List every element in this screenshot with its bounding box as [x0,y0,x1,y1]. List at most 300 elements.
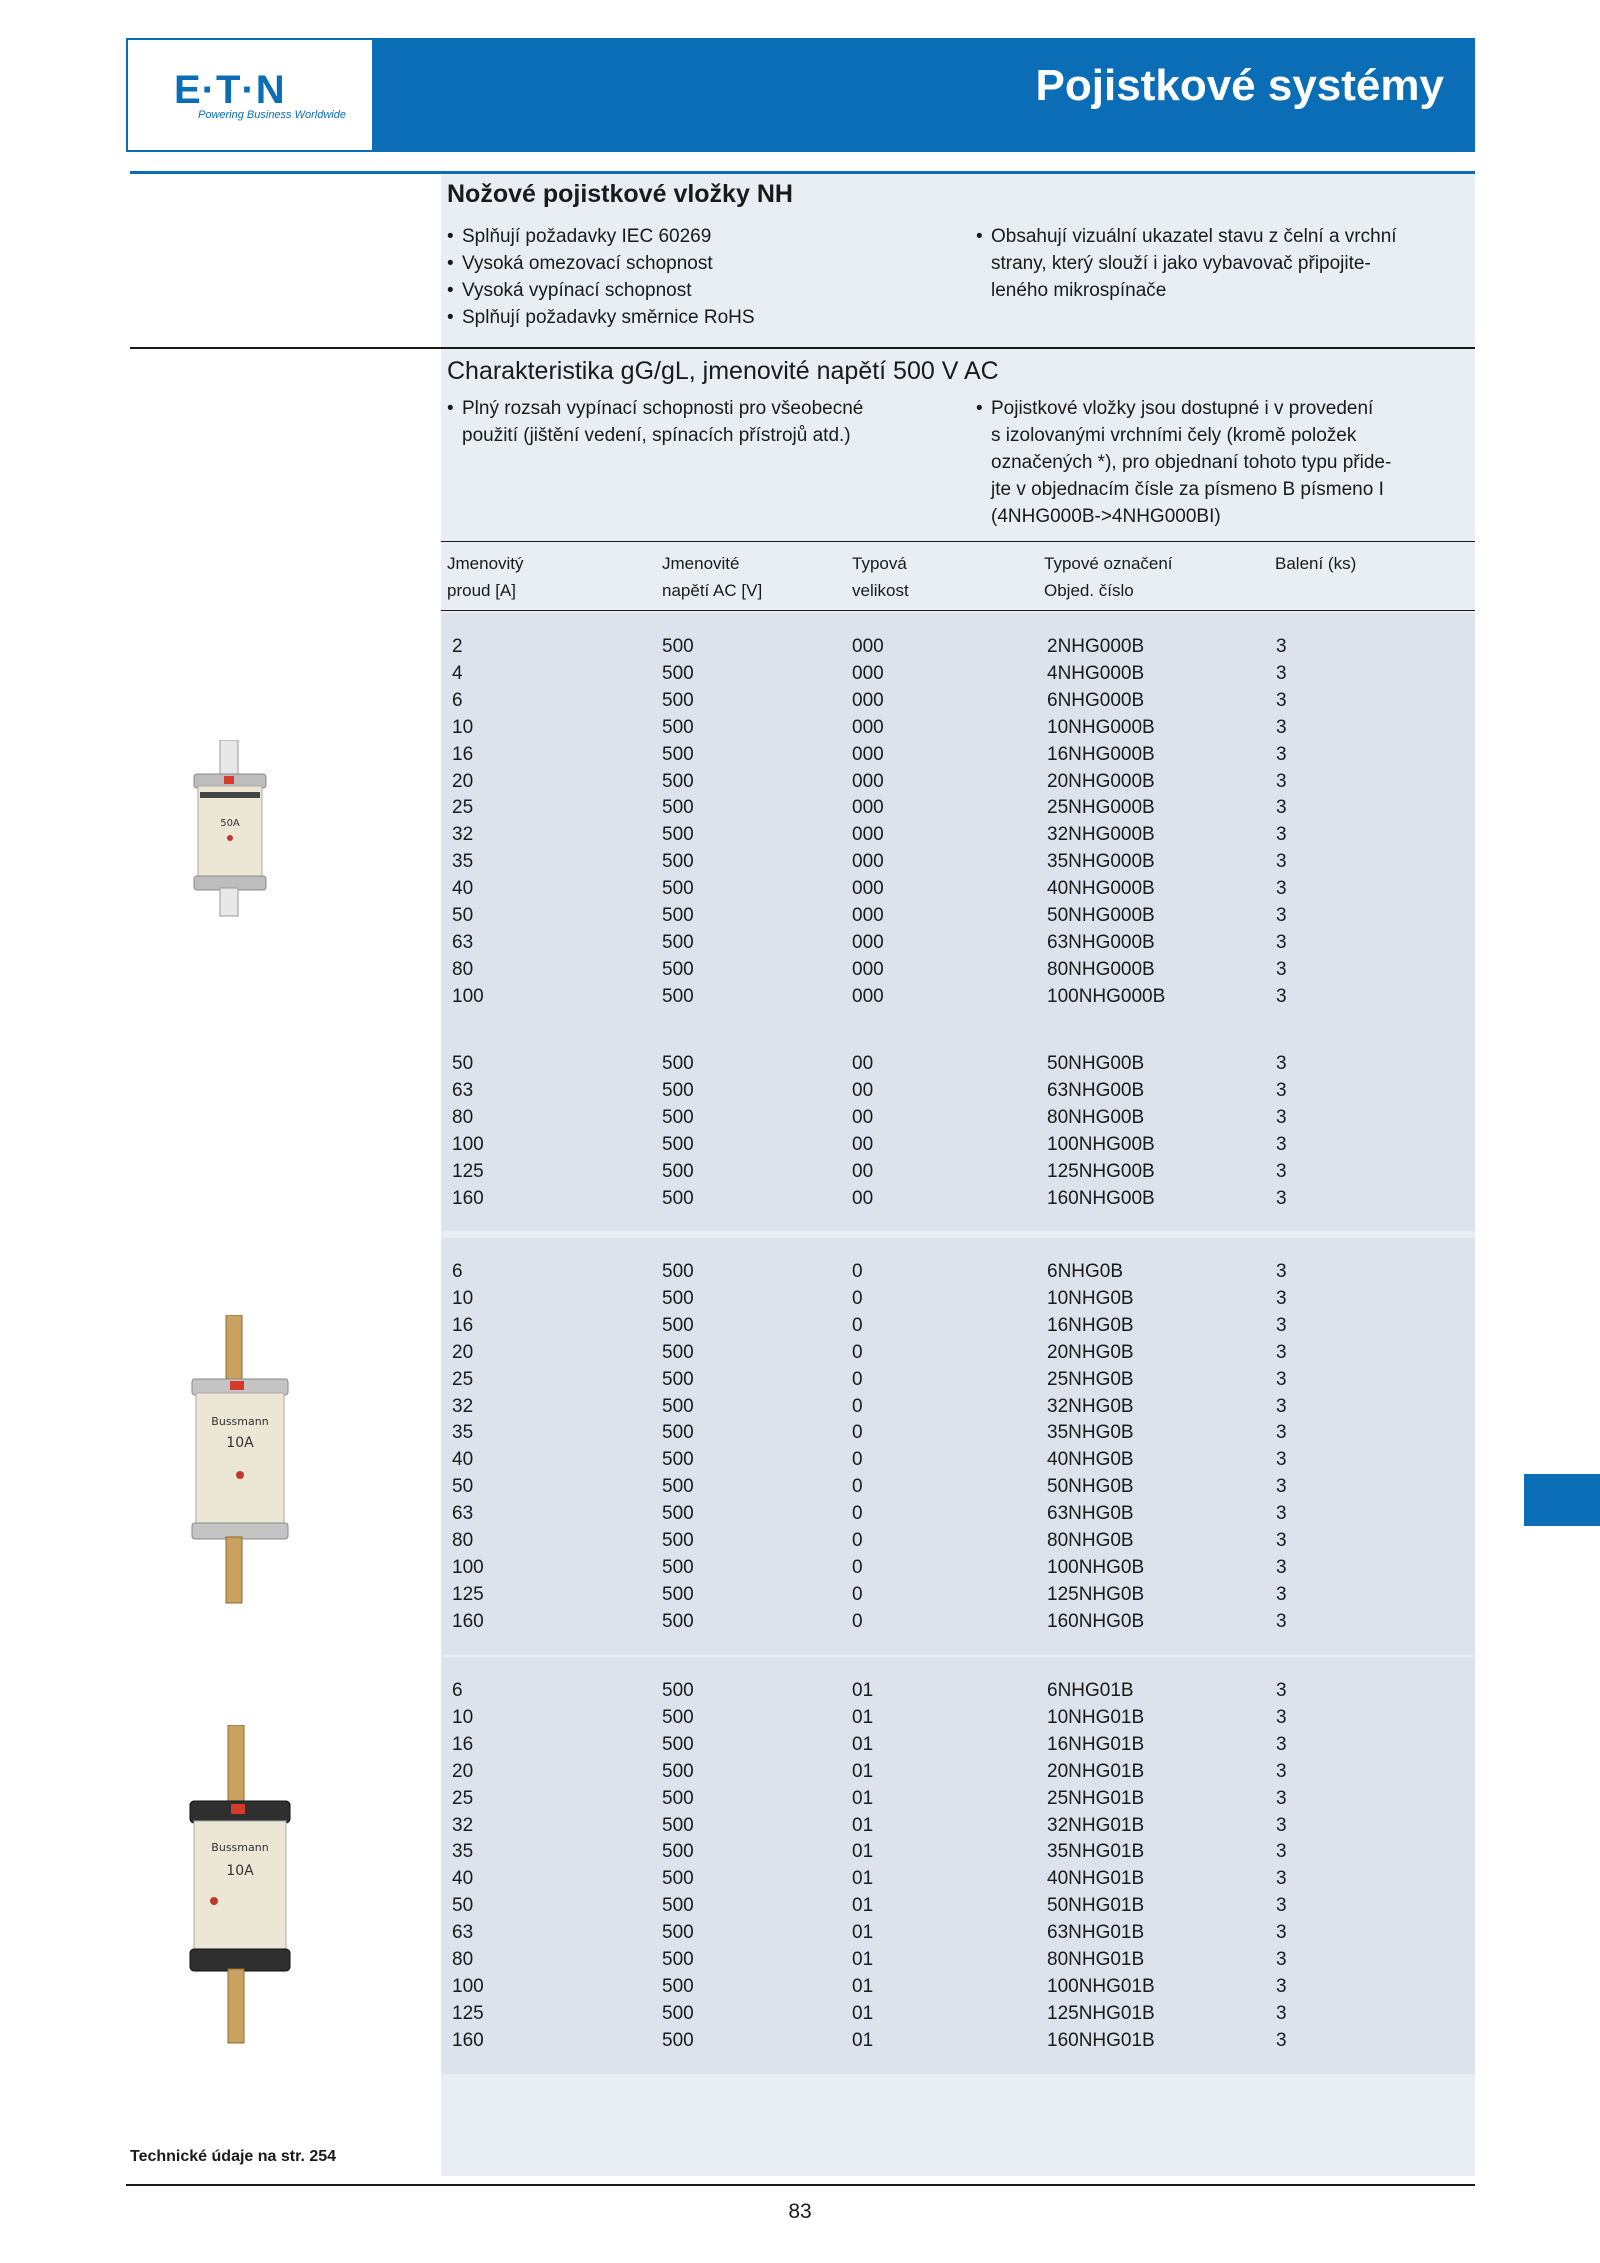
table-row [441,1446,1475,1473]
table-row [441,1104,1475,1131]
table-cell: 63NHG000B [1047,931,1155,953]
table-cell: 16 [452,1733,474,1755]
table-cell: 3 [1276,2029,1287,2051]
table-cell: 10NHG0B [1047,1287,1134,1309]
table-cell: 63NHG0B [1047,1503,1134,1525]
table-row [441,1158,1475,1185]
table-row [441,714,1475,741]
characteristic-title: Charakteristika gG/gL, jmenovité napětí 500 V AC [447,357,999,385]
table-cell: 500 [662,1922,694,1944]
table-cell: 25 [452,1368,474,1390]
column-header: Typová velikost [852,554,909,600]
table-cell: 50 [452,1895,474,1917]
table-cell: 6NHG01B [1047,1680,1134,1701]
table-cell: 80NHG01B [1047,1949,1145,1970]
table-cell: 35 [452,1841,474,1863]
table-cell: 35NHG000B [1047,851,1155,873]
table-cell: 500 [662,1187,694,1209]
bullet-item: • Pojistkové vložky jsou dostupné i v provedení s izolovanými vrchními čely (kromě položek označených *), pro objednaní tohoto typu přide- jte v objednacím čísle za písmeno B písmeno I (4NHG000B->4NHG000BI) [976,395,1391,530]
table-cell: 500 [662,662,694,684]
table-row [441,1919,1475,1946]
table-row [441,1312,1475,1339]
table-cell: 80NHG0B [1047,1530,1134,1551]
table-cell: 63NHG01B [1047,1922,1145,1944]
table-cell: 01 [852,1760,874,1782]
table-cell: 40 [452,1449,474,1471]
table-cell: 3 [1276,1733,1287,1755]
table-row [441,929,1475,956]
table-cell: 50 [452,1053,474,1074]
table-cell: 3 [1276,1476,1287,1498]
table-row [441,1865,1475,1892]
table-row [441,1581,1475,1608]
table-row [441,768,1475,795]
table-cell: 3 [1276,931,1287,953]
characteristic-list-left [447,395,863,449]
table-cell: 0 [852,1530,863,1551]
table-cell: 3 [1276,1079,1287,1101]
table-cell: 32NHG000B [1047,824,1155,846]
table-cell: 10 [452,1287,474,1309]
table-row [441,1258,1475,1285]
table-cell: 0 [852,1476,863,1498]
table-cell: 500 [662,770,694,792]
table-cell: 4NHG000B [1047,662,1145,684]
table-cell: 20NHG000B [1047,770,1155,792]
table-cell: 500 [662,716,694,738]
fuse-000-image [190,740,270,925]
table-cell: 01 [852,2002,874,2024]
table-cell: 10 [452,1706,474,1728]
table-cell: 100 [452,985,484,1007]
table-cell: 3 [1276,1706,1287,1728]
table-cell: 3 [1276,1922,1287,1944]
table-cell: 50NHG00B [1047,1053,1145,1074]
table-cell: 25 [452,1787,474,1809]
table-cell: 32NHG01B [1047,1814,1145,1836]
table-row [441,1785,1475,1812]
table-cell: 500 [662,1422,694,1444]
table-cell: 3 [1276,1530,1287,1551]
table-cell: 3 [1276,1680,1287,1701]
table-cell: 3 [1276,1422,1287,1444]
table-cell: 01 [852,1895,874,1917]
table-cell: 000 [852,797,884,819]
table-row [441,1677,1475,1704]
table-cell: 3 [1276,1975,1287,1997]
table-cell: 80 [452,1106,474,1128]
table-cell: 000 [852,905,884,926]
table-cell: 3 [1276,1053,1287,1074]
table-cell: 500 [662,905,694,926]
table-cell: 3 [1276,1341,1287,1363]
table-cell: 500 [662,1287,694,1309]
table-cell: 3 [1276,662,1287,684]
table-cell: 16NHG01B [1047,1733,1145,1755]
table-cell: 500 [662,1841,694,1863]
table-cell: 50 [452,905,474,926]
table-cell: 3 [1276,1160,1287,1182]
table-cell: 100NHG000B [1047,985,1166,1007]
table-row [441,687,1475,714]
table-cell: 3 [1276,1949,1287,1970]
table-cell: 125 [452,1160,484,1182]
table-cell: 500 [662,1341,694,1363]
table-row [441,1393,1475,1420]
table-cell: 40 [452,1868,474,1890]
table-cell: 100NHG0B [1047,1556,1145,1578]
bullet-item: • Vysoká vypínací schopnost [447,277,755,304]
table-cell: 01 [852,1733,874,1755]
table-cell: 500 [662,1706,694,1728]
svg-text:Bussmann: Bussmann [211,1415,269,1428]
table-cell: 0 [852,1556,863,1578]
table-cell: 50NHG000B [1047,905,1155,926]
table-cell: 3 [1276,1583,1287,1605]
table-cell: 100 [452,1133,484,1155]
table-cell: 01 [852,1949,874,1970]
table-cell: 500 [662,743,694,765]
table-cell: 20 [452,1341,474,1363]
table-cell: 500 [662,958,694,980]
table-cell: 3 [1276,770,1287,792]
table-cell: 500 [662,985,694,1007]
table-row [441,875,1475,902]
table-cell: 50NHG01B [1047,1895,1145,1917]
table-cell: 35NHG01B [1047,1841,1145,1863]
table-cell: 6NHG0B [1047,1261,1124,1282]
table-cell: 16 [452,743,474,765]
table-cell: 3 [1276,824,1287,846]
table-cell: 3 [1276,1503,1287,1525]
logo-wordmark: E·T·N [174,68,286,112]
page-title: Pojistkové systémy [1035,61,1444,110]
svg-text:10A: 10A [226,1863,254,1879]
table-cell: 3 [1276,1787,1287,1809]
table-row [441,956,1475,983]
table-cell: 3 [1276,1814,1287,1836]
column-header: Jmenovitý proud [A] [447,554,524,600]
table-cell: 3 [1276,958,1287,980]
table-cell: 500 [662,851,694,873]
column-header: Balení (ks) [1275,554,1357,573]
feature-list-right [976,223,1397,304]
table-row [441,1704,1475,1731]
table-cell: 500 [662,1530,694,1551]
table-cell: 63 [452,1503,474,1525]
table-cell: 01 [852,1706,874,1728]
table-cell: 500 [662,1556,694,1578]
table-cell: 500 [662,1106,694,1128]
table-row [441,1473,1475,1500]
table-cell: 3 [1276,1133,1287,1155]
table-cell: 0 [852,1503,863,1525]
table-cell: 3 [1276,851,1287,873]
table-cell: 500 [662,797,694,819]
table-cell: 000 [852,958,884,980]
table-row [441,1131,1475,1158]
table-cell: 3 [1276,797,1287,819]
table-cell: 000 [852,636,884,657]
table-cell: 500 [662,1949,694,1970]
table-row [441,660,1475,687]
table-cell: 3 [1276,1395,1287,1417]
table-cell: 160 [452,2029,484,2051]
table-row [441,1973,1475,2000]
table-header-rule [441,610,1475,611]
table-cell: 0 [852,1610,863,1632]
table-row [441,2000,1475,2027]
table-cell: 100 [452,1556,484,1578]
table-cell: 3 [1276,985,1287,1007]
table-cell: 125NHG0B [1047,1583,1145,1605]
column-header: Typové označení Objed. číslo [1044,554,1173,600]
table-row [441,902,1475,929]
table-cell: 500 [662,1476,694,1498]
table-cell: 00 [852,1053,874,1074]
table-cell: 01 [852,1841,874,1863]
table-cell: 25NHG0B [1047,1368,1134,1390]
table-cell: 000 [852,770,884,792]
table-cell: 2 [452,636,463,657]
table-row [441,1608,1475,1635]
table-cell: 3 [1276,1314,1287,1336]
svg-text:10A: 10A [226,1435,254,1451]
table-cell: 25 [452,797,474,819]
table-cell: 125 [452,2002,484,2024]
characteristic-list-right [976,395,1391,530]
table-cell: 0 [852,1395,863,1417]
table-cell: 00 [852,1160,874,1182]
table-cell: 6 [452,1680,463,1701]
table-cell: 3 [1276,1261,1287,1282]
table-cell: 500 [662,1733,694,1755]
table-cell: 500 [662,636,694,657]
table-cell: 01 [852,2029,874,2051]
table-row [441,821,1475,848]
table-cell: 500 [662,1868,694,1890]
column-header: Jmenovité napětí AC [V] [662,554,763,600]
table-cell: 40 [452,878,474,900]
bullet-item: • Obsahují vizuální ukazatel stavu z čelní a vrchní strany, který slouží i jako vybavovač připojite- leného mikrospínače [976,223,1397,304]
table-cell: 500 [662,2002,694,2024]
table-cell: 3 [1276,1841,1287,1863]
table-cell: 01 [852,1787,874,1809]
table-cell: 125NHG00B [1047,1160,1155,1182]
table-cell: 3 [1276,1449,1287,1471]
table-cell: 40NHG01B [1047,1868,1145,1890]
bullet-item: • Splňují požadavky IEC 60269 [447,223,755,250]
table-cell: 500 [662,1160,694,1182]
table-cell: 500 [662,1610,694,1632]
table-cell: 3 [1276,1287,1287,1309]
table-cell: 500 [662,1368,694,1390]
table-cell: 3 [1276,1187,1287,1209]
table-cell: 00 [852,1079,874,1101]
table-cell: 000 [852,716,884,738]
table-cell: 500 [662,1680,694,1701]
table-cell: 2NHG000B [1047,636,1145,657]
fuse-01-image [184,1725,296,2050]
table-cell: 6 [452,689,463,711]
table-row [441,1050,1475,1077]
table-cell: 000 [852,985,884,1007]
table-row [441,633,1475,660]
table-cell: 50 [452,1476,474,1498]
section-title: Nožové pojistkové vložky NH [447,180,793,208]
table-cell: 20NHG0B [1047,1341,1134,1363]
table-cell: 3 [1276,878,1287,900]
table-cell: 6NHG000B [1047,689,1145,711]
table-cell: 0 [852,1583,863,1605]
table-cell: 0 [852,1341,863,1363]
table-row [441,1527,1475,1554]
table-cell: 500 [662,1133,694,1155]
table-cell: 500 [662,1975,694,1997]
bullet-item: • Vysoká omezovací schopnost [447,250,755,277]
table-cell: 25NHG000B [1047,797,1155,819]
table-row [441,1554,1475,1581]
table-cell: 4 [452,662,463,684]
table-cell: 000 [852,851,884,873]
table-cell: 500 [662,689,694,711]
table-row [441,1500,1475,1527]
table-cell: 160NHG00B [1047,1187,1155,1209]
table-cell: 32 [452,1814,474,1836]
chapter-tab [1524,1474,1600,1526]
svg-text:Bussmann: Bussmann [211,1841,269,1854]
table-cell: 32 [452,824,474,846]
table-cell: 25NHG01B [1047,1787,1145,1809]
feature-list-left [447,223,755,331]
table-cell: 500 [662,1814,694,1836]
table-cell: 160 [452,1610,484,1632]
table-cell: 01 [852,1922,874,1944]
table-row [441,1758,1475,1785]
table-cell: 500 [662,1261,694,1282]
table-cell: 40NHG000B [1047,878,1155,900]
technical-data-note: Technické údaje na str. 254 [130,2148,337,2165]
table-row [441,1419,1475,1446]
table-cell: 0 [852,1368,863,1390]
table-cell: 3 [1276,1610,1287,1632]
bullet-item: • Splňují požadavky směrnice RoHS [447,304,755,331]
table-cell: 0 [852,1314,863,1336]
table-cell: 000 [852,931,884,953]
table-cell: 35 [452,851,474,873]
table-cell: 00 [852,1106,874,1128]
table-cell: 80NHG000B [1047,958,1155,980]
table-cell: 01 [852,1680,874,1701]
table-top-rule [441,541,1475,542]
table-cell: 3 [1276,1760,1287,1782]
table-cell: 50NHG0B [1047,1476,1134,1498]
table-row [441,1366,1475,1393]
table-cell: 0 [852,1287,863,1309]
table-cell: 16NHG0B [1047,1314,1134,1336]
section-divider [130,347,1475,349]
table-cell: 500 [662,1449,694,1471]
table-cell: 01 [852,1868,874,1890]
table-cell: 500 [662,1079,694,1101]
table-cell: 500 [662,1395,694,1417]
table-cell: 3 [1276,689,1287,711]
table-cell: 3 [1276,1868,1287,1890]
table-cell: 500 [662,931,694,953]
table-cell: 500 [662,2029,694,2051]
table-cell: 000 [852,743,884,765]
table-cell: 100 [452,1975,484,1997]
table-cell: 500 [662,824,694,846]
svg-text:50A: 50A [220,818,240,829]
table-cell: 80 [452,1949,474,1970]
table-cell: 3 [1276,1368,1287,1390]
table-cell: 63 [452,931,474,953]
logo-tagline: Powering Business Worldwide [198,109,346,121]
fuse-0-image [186,1315,294,1610]
table-row [441,1838,1475,1865]
table-cell: 100NHG01B [1047,1975,1155,1997]
table-cell: 000 [852,662,884,684]
table-cell: 160 [452,1187,484,1209]
table-cell: 3 [1276,636,1287,657]
table-cell: 0 [852,1261,863,1282]
table-cell: 125NHG01B [1047,2002,1155,2024]
table-cell: 32NHG0B [1047,1395,1134,1417]
table-row [441,1339,1475,1366]
table-row [441,1185,1475,1212]
table-cell: 00 [852,1187,874,1209]
table-cell: 160NHG01B [1047,2029,1155,2051]
table-cell: 40NHG0B [1047,1449,1134,1471]
table-row [441,1077,1475,1104]
table-cell: 32 [452,1395,474,1417]
table-cell: 000 [852,878,884,900]
table-cell: 3 [1276,1895,1287,1917]
table-cell: 00 [852,1133,874,1155]
table-cell: 100NHG00B [1047,1133,1155,1155]
table-row [441,1946,1475,1973]
table-cell: 01 [852,1975,874,1997]
table-cell: 16NHG000B [1047,743,1155,765]
table-cell: 16 [452,1314,474,1336]
table-cell: 63NHG00B [1047,1079,1145,1101]
page-number: 83 [788,2200,812,2223]
table-cell: 35 [452,1422,474,1444]
bullet-item: • Plný rozsah vypínací schopnosti pro všeobecné použití (jištění vedení, spínacích přístrojů atd.) [447,395,863,449]
table-cell: 3 [1276,743,1287,765]
table-row [441,848,1475,875]
table-cell: 80NHG00B [1047,1106,1145,1128]
table-cell: 01 [852,1814,874,1836]
table-cell: 80 [452,1530,474,1551]
table-cell: 500 [662,1787,694,1809]
table-cell: 3 [1276,716,1287,738]
table-cell: 35NHG0B [1047,1422,1134,1444]
table-cell: 20 [452,1760,474,1782]
table-row [441,1812,1475,1839]
table-cell: 20NHG01B [1047,1760,1145,1782]
table-cell: 6 [452,1261,463,1282]
table-cell: 63 [452,1922,474,1944]
table-cell: 500 [662,1760,694,1782]
table-cell: 3 [1276,2002,1287,2024]
table-cell: 500 [662,878,694,900]
table-cell: 0 [852,1449,863,1471]
table-cell: 500 [662,1053,694,1074]
table-cell: 000 [852,689,884,711]
table-cell: 125 [452,1583,484,1605]
